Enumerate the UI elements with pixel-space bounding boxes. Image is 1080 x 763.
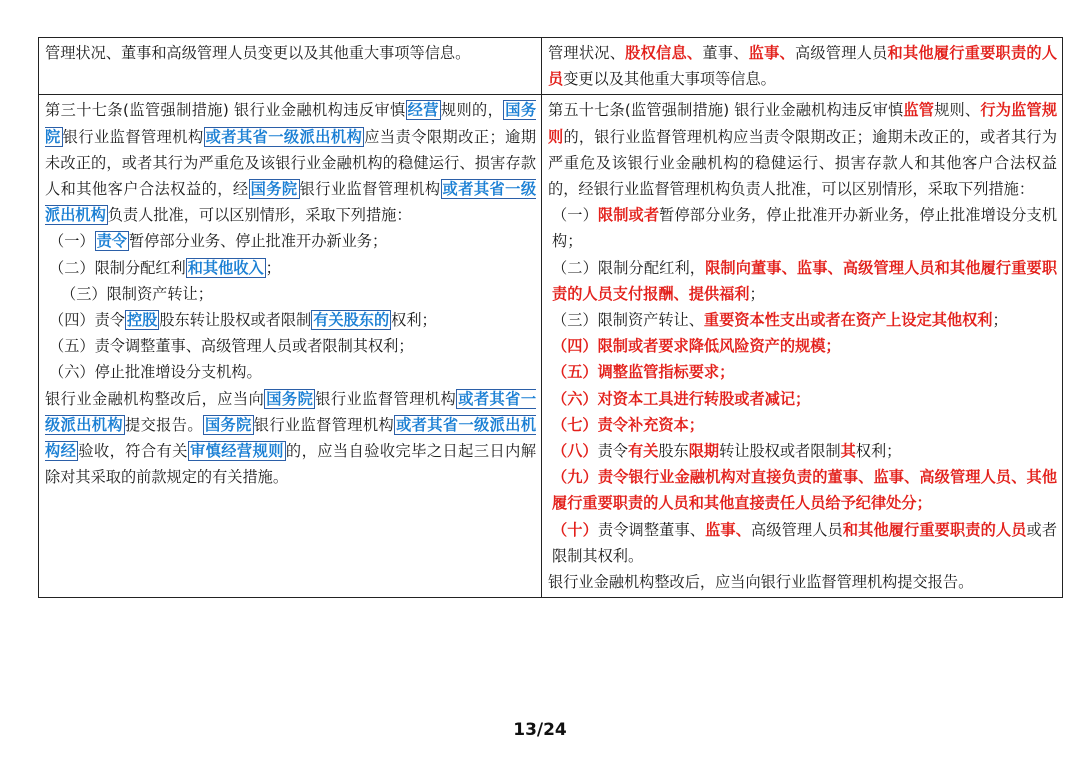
added-text: 有关 (627, 442, 659, 461)
text-run: （二）限制分配红利 (49, 258, 186, 277)
amended-text: 或者其省一级派出机构 (45, 180, 537, 225)
old-article-37-tail (45, 386, 536, 491)
amended-text: 国务院 (266, 389, 314, 408)
new-article-57 (548, 97, 1057, 202)
text-run: 权利； (855, 442, 902, 461)
text-run: 或者限制其权利。 (552, 520, 1058, 565)
text-run: 转让股权或者限制 (719, 442, 841, 461)
list-item (548, 333, 1057, 359)
text-run: 验收，符合有关 (78, 442, 188, 461)
text-run: 变更以及其他重大事项等信息。 (563, 70, 776, 89)
text-run: （三）限制资产转让、 (552, 311, 704, 330)
new-article-57-tail: 银行业金融机构整改后，应当向银行业监督管理机构提交报告。 (548, 573, 974, 592)
amended-text: 审慎经营规则 (189, 442, 284, 461)
added-text: 限制向董事、监事、高级管理人员和其他履行重要职责的人员支付报酬、提供福利 (552, 258, 1058, 303)
text-run: 管理状况、 (548, 44, 626, 62)
text-run: 的，银行业监督管理机构应当责令限期改正；逾期未改正的，或者其行为严重危及该银行业金融机构的稳健运行、损害存款人和其他客户合法权益的，经银行业监督管理机构负责人批准，可以区别情形，采取下列措施： (548, 127, 1058, 199)
added-text: 限制或者 (597, 206, 660, 225)
text-run: （六）停止批准增设分支机构。 (49, 363, 262, 382)
added-text: 监管 (903, 101, 935, 120)
amended-text: 和其他收入 (187, 258, 264, 277)
text-run: 负责人批准，可以区别情形，采取下列措施： (107, 206, 412, 225)
text-run: ； (749, 284, 765, 303)
text-run: （三）限制资产转让； (61, 284, 213, 303)
list-item (45, 333, 536, 359)
text-run: （一） (552, 206, 598, 225)
text-run: 高级管理人员 (794, 44, 888, 62)
text-run: （二）限制分配红利， (552, 258, 706, 277)
list-item (548, 412, 1057, 438)
text-run: 银行业监督管理机构 (253, 415, 395, 434)
list-item (548, 307, 1057, 333)
text-run: 应当责令限期改正；逾期未改正的，或者其行为严重危及该银行业金融机构的稳健运行、损害存款人和其他客户合法权益的，经 (45, 127, 537, 199)
amended-text: 有关股东的 (313, 311, 390, 330)
added-text: （四）限制或者要求降低风险资产的规模； (552, 337, 841, 356)
amended-text: 或者其省一级派出机构 (45, 389, 537, 434)
added-text: 其 (840, 442, 856, 461)
added-text: 和其他履行重要职责的人员 (842, 520, 1027, 539)
old-article-intro: 管理状况、董事和高级管理人员变更以及其他重大事项等信息。 (45, 44, 471, 62)
list-item (548, 255, 1057, 307)
added-text: 监事、 (705, 520, 751, 539)
text-run: 规则的， (440, 101, 504, 120)
text-run: 董事、 (702, 44, 749, 62)
added-text: 重要资本性支出或者在资产上设定其他权利 (703, 311, 993, 330)
list-item (548, 202, 1057, 254)
amended-text: 或者其省一级派出机构 (205, 127, 363, 146)
table-row (39, 38, 1063, 95)
list-item (548, 359, 1057, 385)
list-item (548, 438, 1057, 464)
amended-text: 国务院 (204, 415, 252, 434)
text-run: ； (265, 258, 281, 277)
comparison-table (38, 37, 1063, 598)
old-measures-list (45, 228, 536, 385)
text-run: 银行业监督管理机构 (315, 389, 457, 408)
list-item (45, 307, 536, 333)
added-text: （十） (552, 520, 598, 539)
text-run: 暂停部分业务，停止批准开办新业务，停止批准增设分支机构； (552, 206, 1058, 251)
text-run: 提交报告。 (124, 415, 203, 434)
text-run: 责令 (597, 442, 628, 461)
old-text-cell (39, 38, 542, 95)
new-text-cell (542, 38, 1063, 95)
amended-text: 国务院 (45, 101, 537, 146)
added-text: （八） (552, 442, 598, 461)
old-article-37 (45, 97, 536, 228)
text-run: 规则、 (934, 101, 981, 120)
new-measures-list (548, 202, 1057, 569)
amended-text: 国务院 (250, 180, 298, 199)
amended-text: 控股 (126, 311, 158, 330)
list-item (548, 464, 1057, 516)
amended-text: 经营 (407, 101, 439, 120)
added-text: （七）责令补充资本； (552, 415, 704, 434)
text-run: 第五十七条(监管强制措施) 银行业金融机构违反审慎 (548, 101, 904, 120)
amended-text: 责令 (96, 232, 127, 251)
list-item (45, 228, 536, 254)
text-run: 股东转让股权或者限制 (159, 311, 312, 330)
list-item (548, 517, 1057, 569)
list-item (548, 386, 1057, 412)
text-run: 高级管理人员 (751, 520, 843, 539)
added-text: 股权信息、 (625, 44, 703, 62)
added-text: 监事、 (748, 44, 795, 62)
old-text-cell (39, 95, 542, 598)
page-number: 13/24 (513, 720, 567, 740)
list-item (45, 281, 536, 307)
text-run: 责令调整董事、 (597, 520, 706, 539)
added-text: （五）调整监管指标要求； (552, 363, 735, 382)
added-text: 行为监管规则 (548, 101, 1058, 146)
text-run: 权利； (391, 311, 437, 330)
new-article-intro (548, 40, 1057, 92)
text-run: 的，应当自验收完毕之日起三日内解除对其采取的前款规定的有关措施。 (45, 442, 537, 487)
added-text: 限期 (688, 442, 720, 461)
text-run: （五）责令调整董事、高级管理人员或者限制其权利； (49, 337, 414, 356)
new-text-cell (542, 95, 1063, 598)
table-row (39, 95, 1063, 598)
added-text: （九）责令银行业金融机构对直接负责的董事、监事、高级管理人员、其他履行重要职责的人员和其他直接责任人员给予纪律处分； (552, 468, 1057, 513)
text-run: 银行业监督管理机构 (62, 127, 204, 146)
text-run: 第三十七条(监管强制措施) 银行业金融机构违反审慎 (45, 101, 406, 120)
text-run: 股东 (658, 442, 689, 461)
list-item (45, 255, 536, 281)
text-run: 暂停部分业务、停止批准开办新业务； (128, 232, 388, 251)
text-run: （一） (49, 232, 95, 251)
text-run: ； (992, 311, 1008, 330)
added-text: 和其他履行重要职责的人员 (548, 44, 1058, 89)
text-run: （四）责令 (49, 311, 125, 330)
amended-text: 或者其省一级派出机构经 (45, 415, 536, 461)
text-run: 银行业金融机构整改后，应当向 (45, 389, 265, 408)
text-run: 银行业监督管理机构 (299, 180, 441, 199)
added-text: （六）对资本工具进行转股或者减记； (552, 389, 811, 408)
list-item (45, 359, 536, 385)
